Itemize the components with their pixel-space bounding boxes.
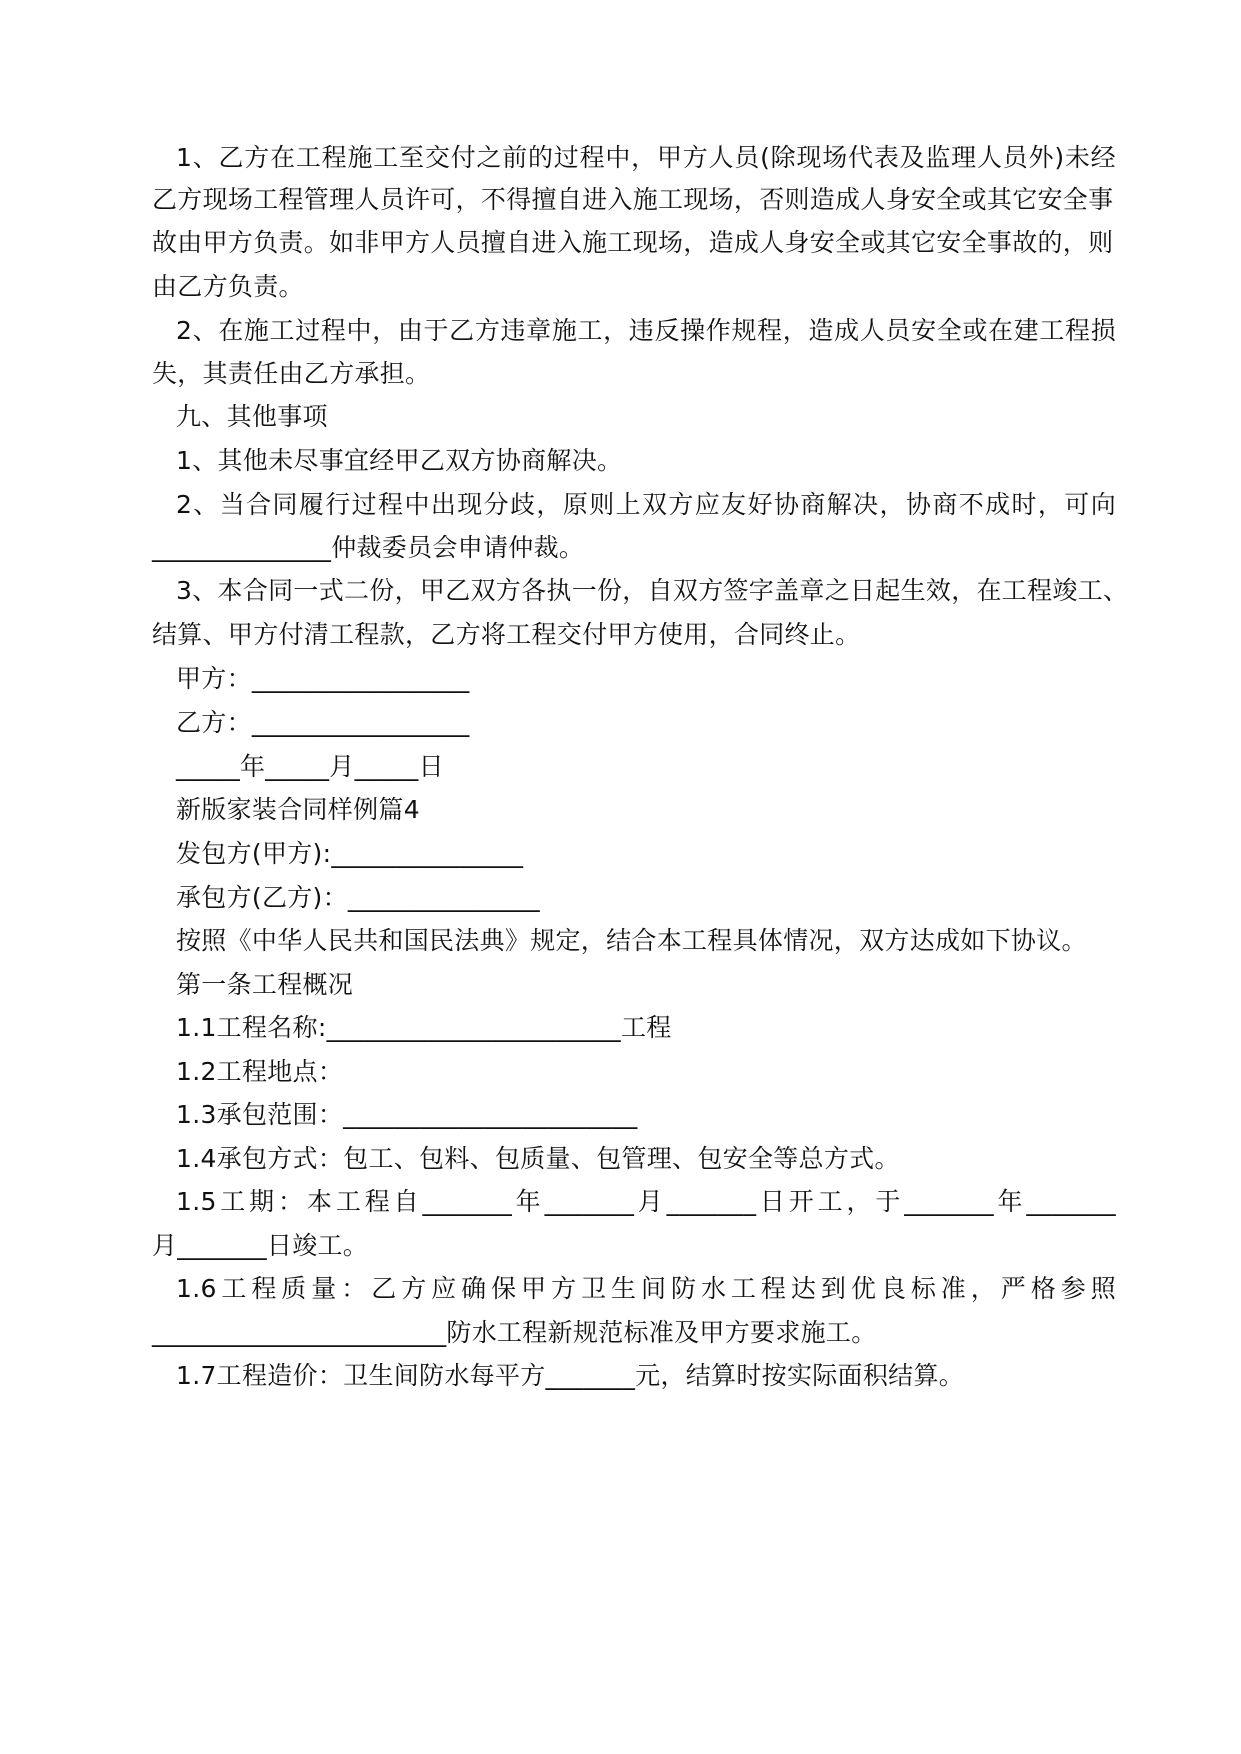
paragraph-line: 乙方现场工程管理人员许可，不得擅自进入施工现场，否则造成人身安全或其它安全事 — [152, 185, 1114, 214]
article-heading: 第一条工程概况 — [176, 970, 354, 999]
clause-line: 1.6工程质量：乙方应确保甲方卫生间防水工程达到优良标准，严格参照 — [176, 1274, 1116, 1303]
party-b-signature-line: 乙方：_________________ — [176, 708, 470, 737]
paragraph-line: 3、本合同一式二份，甲乙双方各执一份，自双方签字盖章之日起生效，在工程竣工、 — [176, 576, 1129, 605]
clause-line: 1.2工程地点： — [176, 1057, 344, 1086]
paragraph-line: 由乙方负责。 — [152, 272, 304, 301]
paragraph-line: 2、当合同履行过程中出现分歧，原则上双方应友好协商解决，协商不成时，可向 — [176, 490, 1116, 519]
clause-line: 1.4承包方式：包工、包料、包质量、包管理、包安全等总方式。 — [176, 1144, 900, 1173]
party-a-signature-line: 甲方：_________________ — [176, 664, 470, 693]
paragraph-line: 结算、甲方付清工程款，乙方将工程交付甲方使用，合同终止。 — [152, 620, 861, 649]
clause-line: 1.7工程造价：卫生间防水每平方_______元，结算时按实际面积结算。 — [176, 1361, 965, 1390]
paragraph-line: 2、在施工过程中，由于乙方违章施工，违反操作规程，造成人员安全或在建工程损 — [176, 316, 1116, 345]
section-title: 新版家装合同样例篇4 — [176, 795, 420, 824]
paragraph-line: 1、乙方在工程施工至交付之前的过程中，甲方人员(除现场代表及监理人员外)未经 — [176, 143, 1116, 172]
clause-line: 1.3承包范围：_______________________ — [176, 1100, 638, 1129]
clause-line: 1.5工期：本工程自_______年_______月_______日开工，于_______年_______ — [176, 1187, 1116, 1216]
paragraph-line: 失，其责任由乙方承担。 — [152, 359, 431, 388]
clause-line: _______________________防水工程新规范标准及甲方要求施工。 — [152, 1318, 877, 1347]
clause-line: 月_______日竣工。 — [152, 1231, 369, 1260]
paragraph-line: 故由甲方负责。如非甲方人员擅自进入施工现场，造成人身安全或其它安全事故的，则 — [152, 228, 1114, 257]
employer-line: 发包方(甲方):_______________ — [176, 839, 524, 868]
date-line: _____年_____月_____日 — [176, 752, 444, 781]
section-heading: 九、其他事项 — [176, 402, 328, 431]
paragraph-line: 按照《中华人民共和国民法典》规定，结合本工程具体情况，双方达成如下协议。 — [176, 926, 1087, 955]
contractor-line: 承包方(乙方)：_______________ — [176, 883, 540, 912]
paragraph-line: ______________仲裁委员会申请仲裁。 — [152, 533, 585, 562]
paragraph-line: 1、其他未尽事宜经甲乙双方协商解决。 — [176, 446, 623, 475]
clause-line: 1.1工程名称:_______________________工程 — [176, 1013, 672, 1042]
